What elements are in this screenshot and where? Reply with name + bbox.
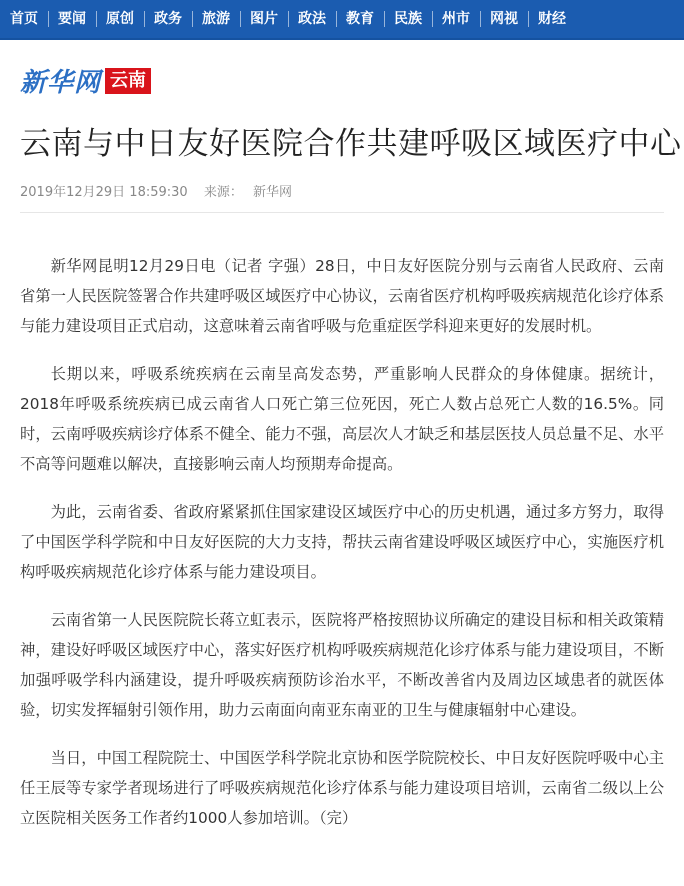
nav-item-finance[interactable]: 财经: [528, 0, 576, 38]
article-body: [20, 251, 664, 833]
nav-item-travel[interactable]: 旅游: [192, 0, 240, 38]
nav-item-home[interactable]: 首页: [10, 11, 38, 27]
nav-item-education[interactable]: 教育: [336, 0, 384, 38]
nav-item-headlines[interactable]: 要闻: [48, 0, 96, 38]
article-meta: [20, 181, 664, 213]
article-paragraph: 长期以来，呼吸系统疾病在云南呈高发态势，严重影响人民群众的身体健康。据统计，2018年呼吸系统疾病已成云南省人口死亡第三位死因，死亡人数占总死亡人数的16.5%。同时，云南呼吸疾病诊疗体系不健全、能力不强，高层次人才缺乏和基层医技人员总量不足、水平不高等问题难以解决，直接影响云南人均预期寿命提高。: [20, 365, 664, 473]
site-logo[interactable]: [20, 62, 151, 99]
logo-main-text: 新华网: [20, 68, 102, 98]
article-paragraph: 当日，中国工程院院士、中国医学科学院北京协和医学院院校长、中日友好医院呼吸中心主任王辰等专家学者现场进行了呼吸疾病规范化诊疗体系与能力建设项目培训，云南省二级以上公立医院相关医务工作者约1000人参加培训。（完）: [20, 749, 664, 827]
article-title: 云南与中日友好医院合作共建呼吸区域医疗中心: [20, 126, 682, 162]
site-header: [0, 40, 684, 112]
nav-item-original[interactable]: 原创: [96, 0, 144, 38]
article-paragraph: 云南省第一人民医院院长蒋立虹表示，医院将严格按照协议所确定的建设目标和相关政策精神，建设好呼吸区域医疗中心，落实好医疗机构呼吸疾病规范化诊疗体系与能力建设项目，不断加强呼吸学科内涵建设，提升呼吸疾病预防诊治水平，不断改善省内及周边区域患者的就医体验，切实发挥辐射引领作用，助力云南面向南亚东南亚的卫生与健康辐射中心建设。: [20, 611, 664, 719]
article-paragraph: 新华网昆明12月29日电（记者 字强）28日，中日友好医院分别与云南省人民政府、云南省第一人民医院签署合作共建呼吸区域医疗中心协议，云南省医疗机构呼吸疾病规范化诊疗体系与能力建设项目正式启动，这意味着云南省呼吸与危重症医学科迎来更好的发展时机。: [20, 257, 664, 335]
nav-item-video[interactable]: 网视: [480, 0, 528, 38]
source-name: 新华网: [252, 185, 292, 200]
article-paragraph: 为此，云南省委、省政府紧紧抓住国家建设区域医疗中心的历史机遇，通过多方努力，取得了中国医学科学院和中日友好医院的大力支持，帮扶云南省建设呼吸区域医疗中心，实施医疗机构呼吸疾病规范化诊疗体系与能力建设项目。: [20, 503, 664, 581]
nav-item-law[interactable]: 政法: [288, 0, 336, 38]
publish-datetime: 2019年12月29日 18:59:30: [20, 185, 188, 200]
nav-item-pictures[interactable]: 图片: [240, 0, 288, 38]
nav-item-ethnic[interactable]: 民族: [384, 0, 432, 38]
nav-item-prefectures[interactable]: 州市: [432, 0, 480, 38]
source-label: 来源：: [203, 185, 243, 200]
top-navigation: [0, 0, 684, 40]
nav-item-government[interactable]: 政务: [144, 0, 192, 38]
logo-region-badge: 云南: [105, 68, 151, 94]
